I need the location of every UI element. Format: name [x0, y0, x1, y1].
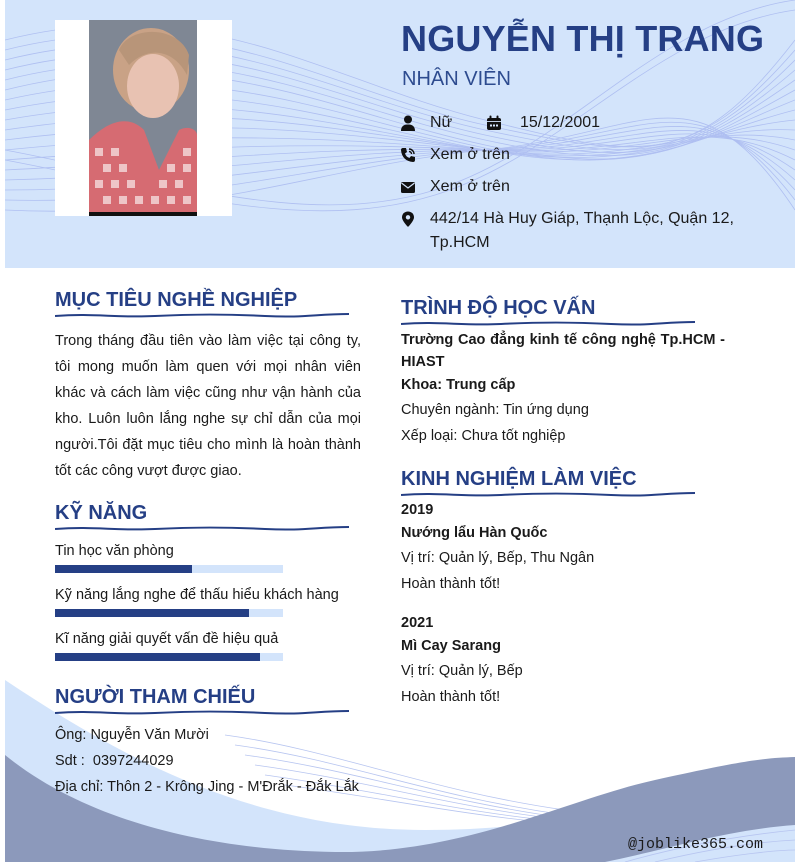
email-value: Xem ở trên: [430, 178, 510, 195]
profile-photo: [89, 20, 197, 216]
skill-label: Tin học văn phòng: [55, 543, 174, 559]
map-pin-icon: [400, 211, 416, 227]
skills-title-underline: [55, 524, 349, 532]
skill-bar-fill: [55, 565, 192, 573]
experience-company: Nướng lẩu Hàn Quốc: [401, 525, 548, 541]
address-line-2: Tp.HCM: [430, 234, 490, 251]
objective-text: Trong tháng đầu tiên vào làm việc tại công ty, tôi mong muốn làm quen với mọi nhân viên khác và cách làm việc cũng như vận hành của kho. Luôn luôn lắng nghe sự chỉ dẫn của mọi người.Tôi đặt mục tiêu cho mình là hoàn thành tốt các công vượt được giao.: [55, 333, 361, 479]
skill-bar: [55, 565, 283, 573]
gender-value: Nữ: [430, 114, 453, 131]
skills-title: KỸ NĂNG: [55, 502, 148, 524]
skill-label: Kĩ năng giải quyết vấn đề hiệu quả: [55, 631, 279, 647]
education-faculty: Khoa: Trung cấp: [401, 377, 516, 393]
birthdate-value: 15/12/2001: [520, 114, 601, 131]
education-major: Chuyên ngành: Tin ứng dụng: [401, 402, 589, 418]
experience-title: KINH NGHIỆM LÀM VIỆC: [401, 468, 637, 490]
experience-position: Vị trí: Quản lý, Bếp, Thu Ngân: [401, 550, 595, 566]
candidate-role: NHÂN VIÊN: [402, 68, 511, 90]
skill-bar: [55, 653, 283, 661]
candidate-name: NGUYỄN THỊ TRANG: [401, 18, 765, 59]
reference-phone: Sdt : 0397244029: [55, 753, 174, 769]
education-school-line-1: Trường Cao đẳng kinh tế công nghệ Tp.HCM -: [401, 332, 725, 348]
gender-row: [400, 114, 600, 135]
envelope-icon: [400, 179, 416, 195]
phone-icon: [400, 147, 416, 163]
address-row: [400, 210, 734, 255]
education-title-underline: [401, 319, 695, 327]
profile-photo-illustration: [89, 20, 197, 216]
skill-bar-fill: [55, 609, 249, 617]
user-icon: [400, 115, 416, 131]
address-value: [430, 207, 734, 255]
skill-bar: [55, 609, 283, 617]
education-grade: Xếp loại: Chưa tốt nghiệp: [401, 428, 566, 444]
objective-title: MỤC TIÊU NGHỀ NGHIỆP: [55, 289, 298, 311]
phone-row: [400, 146, 510, 167]
education-school-line-2: HIAST: [401, 354, 445, 370]
experience-year: 2019: [401, 502, 434, 518]
experience-result: Hoàn thành tốt!: [401, 576, 501, 592]
email-row: [400, 178, 510, 199]
objective-title-underline: [55, 311, 349, 319]
experience-company: Mì Cay Sarang: [401, 638, 501, 654]
reference-name: Ông: Nguyễn Văn Mười: [55, 727, 209, 743]
experience-year: 2021: [401, 615, 434, 631]
references-title: NGƯỜI THAM CHIẾU: [55, 686, 256, 708]
address-line-1: 442/14 Hà Huy Giáp, Thạnh Lộc, Quận 12,: [430, 210, 734, 227]
skill-label: Kỹ năng lắng nghe để thấu hiểu khách hàng: [55, 587, 339, 603]
cv-page: [5, 0, 795, 862]
references-title-underline: [55, 708, 349, 716]
experience-position: Vị trí: Quản lý, Bếp: [401, 663, 523, 679]
skill-bar-fill: [55, 653, 260, 661]
reference-address: Địa chỉ: Thôn 2 - Krông Jing - M'Đrắk - Đắk Lắk: [55, 779, 359, 795]
experience-title-underline: [401, 490, 695, 498]
photo-frame: [55, 20, 232, 216]
experience-result: Hoàn thành tốt!: [401, 689, 501, 705]
watermark: @joblike365.com: [628, 836, 764, 853]
calendar-icon: [486, 115, 502, 131]
phone-value: Xem ở trên: [430, 146, 510, 163]
education-title: TRÌNH ĐỘ HỌC VẤN: [401, 297, 596, 319]
